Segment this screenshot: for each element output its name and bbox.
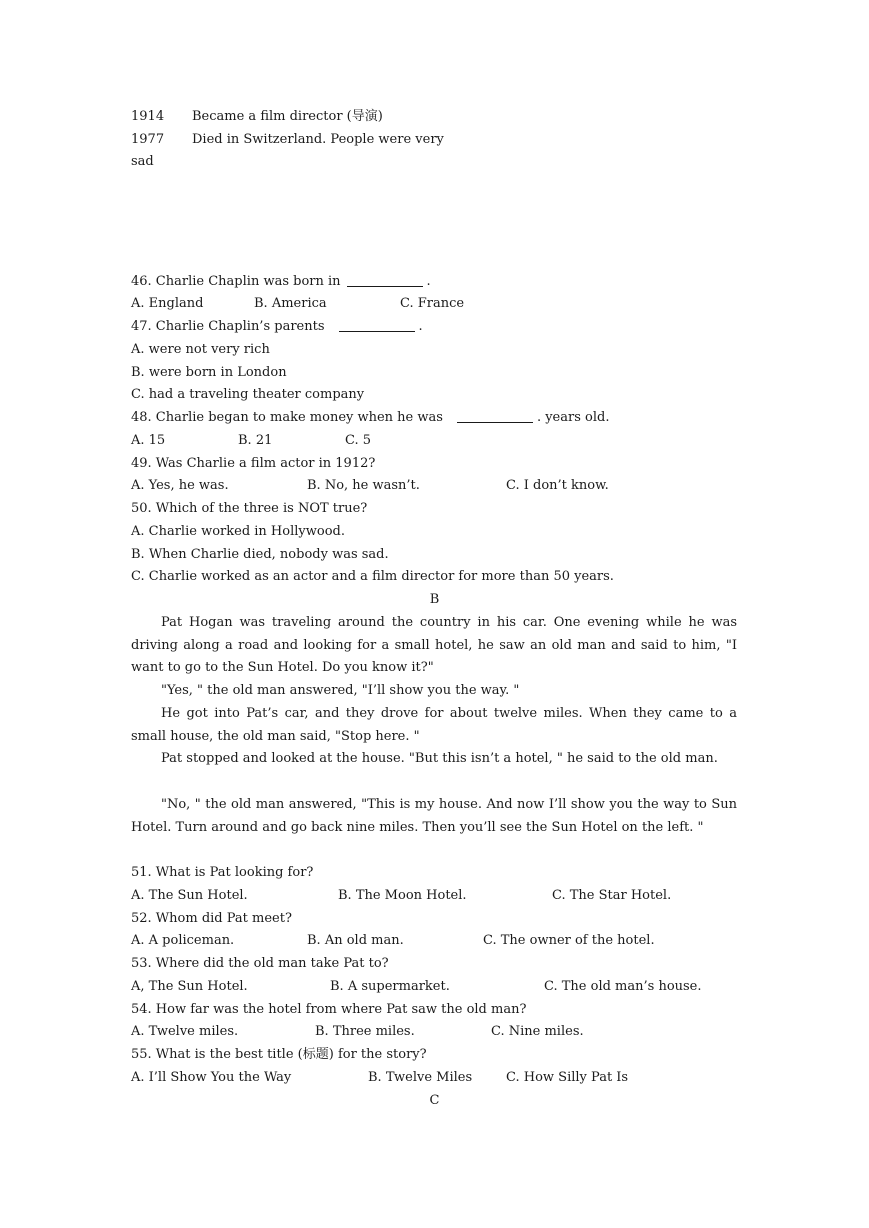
option-a: A. A policeman.	[131, 933, 235, 948]
timeline-row-1977	[131, 130, 444, 150]
timeline-text: Became a film director (导演)	[192, 109, 383, 124]
question-49: 49. Was Charlie a film actor in 1912?	[131, 456, 376, 471]
options-52	[131, 930, 655, 952]
option-c: C. How Silly Pat Is	[506, 1070, 629, 1085]
option-b: B. Three miles.	[315, 1024, 415, 1039]
option-c: C. The Star Hotel.	[552, 888, 672, 903]
option-a: A. The Sun Hotel.	[131, 888, 248, 903]
option-b: B. The Moon Hotel.	[338, 888, 467, 903]
option-b: B. Twelve Miles	[368, 1070, 473, 1085]
option-a: A. Twelve miles.	[131, 1024, 239, 1039]
option-b: B. America	[254, 296, 327, 311]
passage-paragraph: "No, " the old man answered, "This is my house. And now I’ll show you the way to Sun Hotel. Turn around and go back nine miles. Then you’ll see the Sun Hotel on the left. "	[131, 797, 737, 835]
option-b: B. No, he wasn’t.	[307, 478, 420, 493]
option-a: A. Yes, he was.	[131, 478, 229, 493]
timeline-wrap-text: sad	[131, 154, 154, 169]
option-c: C. France	[400, 296, 465, 311]
question-53: 53. Where did the old man take Pat to?	[131, 956, 389, 971]
passage-paragraph: Pat Hogan was traveling around the country in his car. One evening while he was driving along a road and looking for a small hotel, he saw an old man and said to him, "I want to go to the Sun Hotel. Do you know it?"	[131, 615, 737, 676]
options-53	[131, 976, 702, 998]
option-a: A. 15	[131, 433, 166, 448]
section-heading-c: C	[429, 1093, 440, 1108]
options-54	[131, 1021, 584, 1043]
question-50: 50. Which of the three is NOT true?	[131, 501, 368, 516]
options-51	[131, 885, 671, 907]
option-b: B. 21	[238, 433, 273, 448]
option-a: A. England	[131, 296, 204, 311]
option-c: C. I don’t know.	[506, 478, 609, 493]
options-46	[131, 293, 464, 315]
option-c: C. had a traveling theater company	[131, 387, 365, 402]
option-b: B. were born in London	[131, 365, 287, 380]
options-48	[131, 430, 371, 452]
question-48	[131, 407, 609, 429]
question-54: 54. How far was the hotel from where Pat saw the old man?	[131, 1002, 527, 1017]
question-51: 51. What is Pat looking for?	[131, 865, 314, 880]
question-stem: 48. Charlie began to make money when he was	[131, 410, 443, 425]
question-stem: 47. Charlie Chaplin’s parents	[131, 319, 325, 334]
question-stem-end: .	[418, 319, 423, 334]
question-46	[131, 271, 431, 293]
options-49	[131, 475, 609, 497]
question-stem-end: .	[426, 274, 431, 289]
question-55: 55. What is the best title (标题) for the story?	[131, 1047, 427, 1062]
option-b: B. A supermarket.	[330, 979, 450, 994]
option-c: C. 5	[345, 433, 372, 448]
question-47	[131, 316, 423, 338]
question-stem-end: . years old.	[536, 410, 610, 425]
passage-paragraph: He got into Pat’s car, and they drove for about twelve miles. When they came to a small house, the old man said, "Stop here. "	[131, 706, 737, 744]
option-c: C. Nine miles.	[491, 1024, 584, 1039]
options-55	[131, 1067, 628, 1089]
answer-blank	[457, 408, 533, 423]
timeline-year: 1914	[131, 109, 165, 124]
timeline-row-1914	[131, 107, 383, 127]
option-b: B. When Charlie died, nobody was sad.	[131, 547, 389, 562]
option-b: B. An old man.	[307, 933, 404, 948]
question-52: 52. Whom did Pat meet?	[131, 911, 292, 926]
answer-blank	[347, 272, 423, 287]
passage-paragraph: Pat stopped and looked at the house. "But this isn’t a hotel, " he said to the old man.	[161, 751, 718, 766]
option-a: A. Charlie worked in Hollywood.	[131, 524, 345, 539]
passage-paragraph: "Yes, " the old man answered, "I’ll show you the way. "	[161, 683, 520, 698]
section-heading-b: B	[429, 592, 440, 607]
option-c: C. Charlie worked as an actor and a film director for more than 50 years.	[131, 569, 614, 584]
option-c: C. The owner of the hotel.	[483, 933, 655, 948]
option-c: C. The old man’s house.	[544, 979, 702, 994]
question-stem: 46. Charlie Chaplin was born in	[131, 274, 341, 289]
option-a: A. were not very rich	[131, 342, 270, 357]
answer-blank	[339, 317, 415, 332]
timeline-text: Died in Switzerland. People were very	[192, 132, 444, 147]
timeline-year: 1977	[131, 132, 165, 147]
option-a: A, The Sun Hotel.	[131, 979, 248, 994]
option-a: A. I’ll Show You the Way	[131, 1070, 292, 1085]
